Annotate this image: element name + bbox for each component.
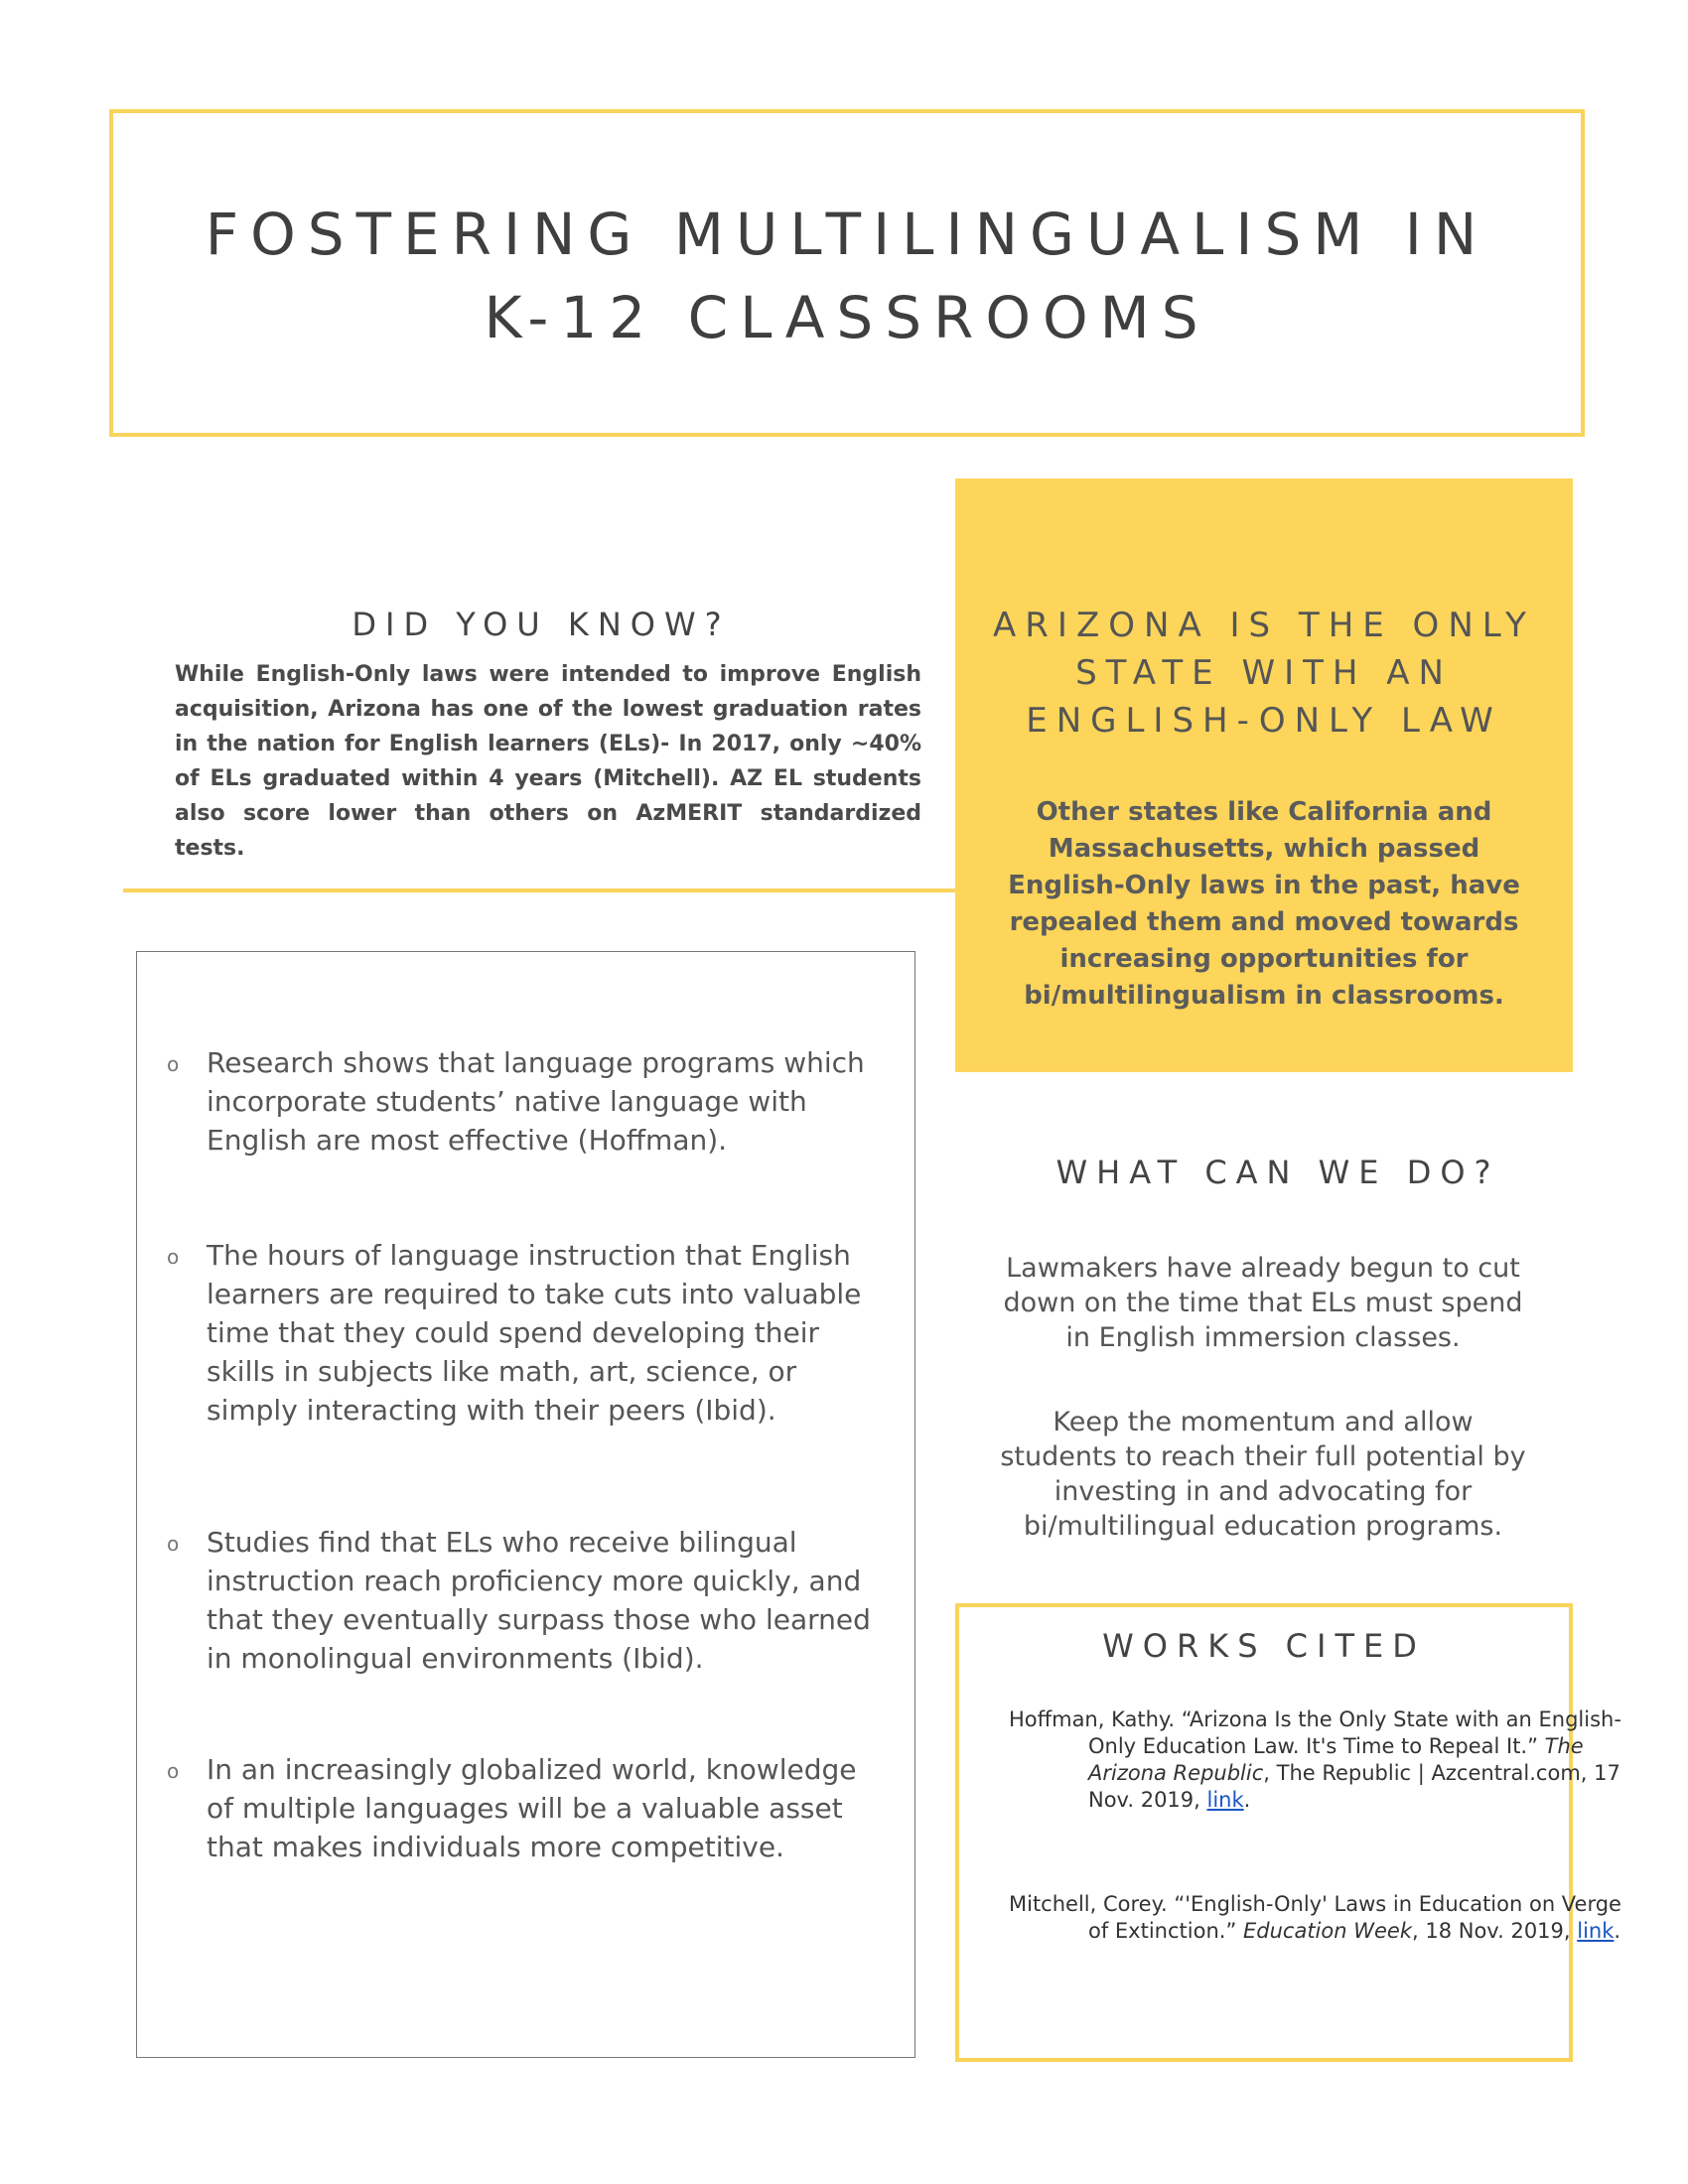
list-item (167, 1236, 872, 1430)
bullet-marker: o (167, 1245, 180, 1269)
what-can-we-do-heading: WHAT CAN WE DO? (1055, 1154, 1500, 1191)
section-divider (123, 888, 957, 892)
did-you-know-body: While English-Only laws were intended to improve English acquisition, Arizona has one of the lowest graduation rates in the nation for English learners (ELs)- In 2017, only ~40% of ELs graduated within 4 years (Mitchell). AZ EL students also score lower than others on AzMERIT standardized tests. (175, 662, 921, 861)
arizona-callout-body: Other states like California and Massachusetts, which passed English-Only laws in the past, have repealed them and moved towards increasing opportunities for bi/multilingualism in classrooms. (1008, 797, 1520, 1011)
bullet-marker: o (167, 1759, 180, 1783)
arizona-callout-heading: ARIZONA IS THE ONLY STATE WITH AN ENGLISH-ONLY LAW (993, 606, 1535, 741)
citation-lead: Mitchell, Corey. “'English-Only' Laws in Education on Verge of Extinction.” (1009, 1892, 1621, 1943)
citation (1009, 1891, 1624, 1945)
list-item (167, 1750, 872, 1866)
citation-source: Education Week (1243, 1919, 1412, 1943)
what-can-we-do-paragraph-1: Lawmakers have already begun to cut down on the time that ELs must spend in English immersion classes. (1003, 1253, 1523, 1353)
page-title-line-1: FOSTERING MULTILINGUALISM IN (205, 201, 1489, 268)
bullet-marker: o (167, 1052, 180, 1076)
research-bullets-box (136, 951, 915, 2058)
citation (1009, 1706, 1624, 1814)
bullet-marker: o (167, 1532, 180, 1556)
what-can-we-do-paragraph-2: Keep the momentum and allow students to reach their full potential by investing in and advocating for bi/multilingual education programs. (1000, 1407, 1526, 1542)
citation-tail: , 18 Nov. 2019, (1412, 1919, 1578, 1943)
list-item-text: In an increasingly globalized world, knowledge of multiple languages will be a valuable asset that makes individuals more competitive. (207, 1753, 857, 1863)
citation-link[interactable]: link (1206, 1788, 1244, 1812)
list-item-text: The hours of language instruction that English learners are required to take cuts into valuable time that they could spend developing their skills in subjects like math, art, science, or simply interacting with their peers (Ibid). (207, 1239, 862, 1427)
list-item-text: Studies find that ELs who receive bilingual instruction reach proficiency more quickly, and that they eventually surpass those who learned in monolingual environments (Ibid). (207, 1526, 871, 1675)
list-item (167, 1523, 872, 1678)
did-you-know-heading: DID YOU KNOW? (352, 606, 731, 643)
page-title-line-2: K-12 CLASSROOMS (484, 284, 1210, 351)
citation-lead: Hoffman, Kathy. “Arizona Is the Only State with an English-Only Education Law. It's Time to Repeal It.” (1009, 1707, 1621, 1758)
citation-source: The Arizona Republic (1088, 1734, 1584, 1785)
works-cited-heading: WORKS CITED (1102, 1627, 1426, 1665)
arizona-callout (955, 478, 1573, 1072)
citation-end: . (1243, 1788, 1251, 1812)
citation-link[interactable]: link (1577, 1919, 1615, 1943)
works-cited-box (955, 1603, 1621, 2062)
citation-tail: , The Republic | Azcentral.com, 17 Nov. 2019, (1088, 1761, 1620, 1812)
citation-end: . (1614, 1919, 1621, 1943)
list-item (167, 1043, 872, 1160)
title-box (109, 109, 1585, 437)
list-item-text: Research shows that language programs which incorporate students’ native language with English are most effective (Hoffman). (207, 1046, 865, 1157)
